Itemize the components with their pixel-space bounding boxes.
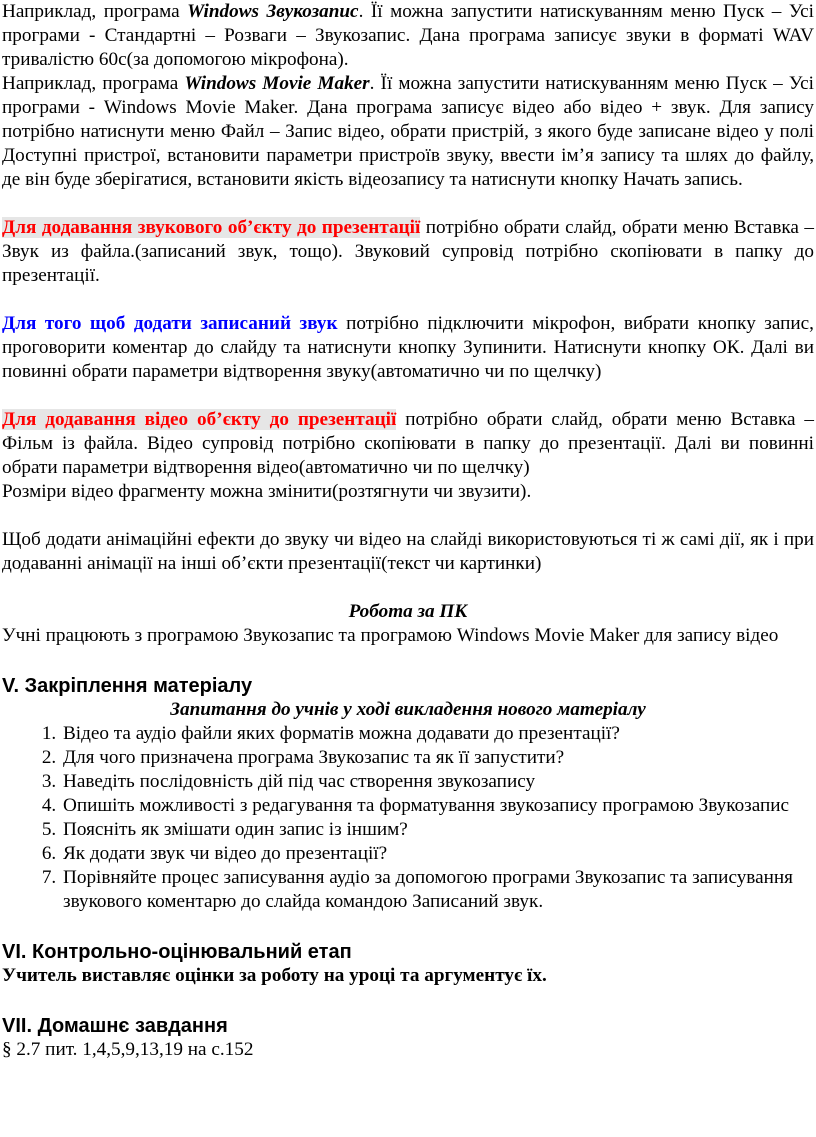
paragraph-animation: Щоб додати анімаційні ефекти до звуку чи відео на слайді використовуються ті ж самі дії, як і при додаванні анімації на інші об’єкти презентації(текст чи картинки): [2, 529, 814, 574]
list-item: 2. Для чого призначена програма Звукозапис та як її запустити?: [61, 746, 814, 770]
text-span: Наприклад, програма: [2, 73, 185, 94]
list-item: 6. Як додати звук чи відео до презентації?: [61, 842, 814, 866]
list-item: 3. Наведіть послідовність дій під час створення звукозапису: [61, 770, 814, 794]
section-sign: § 2.7: [2, 1039, 46, 1060]
paragraph-add-sound: [2, 216, 814, 288]
section-6-heading: VI. Контрольно-оцінювальний етап: [2, 941, 352, 963]
text-span: потрібно обрати слайд, обрати меню Вставка – Фільм із файла. Відео супровід потрібно скопіювати в папку до презентації. Далі ви повинні обрати параметри відтворення відео(автоматично чи по щелчку): [2, 409, 814, 478]
section-7-heading: VII. Домашнє завдання: [2, 1015, 228, 1037]
text-span: потрібно підключити мікрофон, вибрати кнопку запис, проговорити коментар до слайду та натиснути кнопку Зупинити. Натиснути кнопку ОК. Далі ви повинні обрати параметри відтворення звуку(автоматично чи по щелчку): [2, 313, 814, 382]
document-page: [2, 0, 814, 1062]
paragraph-grading: Учитель виставляє оцінки за роботу на уроці та аргументує їх.: [2, 965, 547, 986]
homework-line: [2, 1038, 814, 1062]
paragraph-add-video: [2, 408, 814, 480]
highlight-heading: Для додавання відео об’єкту до презентації: [2, 409, 397, 430]
paragraph-recorded-sound: [2, 312, 814, 384]
text-span: . Її можна запустити натискуванням меню Пуск – Усі програми - Стандартні – Розваги – Звукозапис. Дана програма записує звуки в форматі WAV тривалістю 60с(за допомогою мікрофона).: [2, 1, 814, 70]
paragraph-sound-recorder: [2, 0, 814, 72]
text-span: потрібно обрати слайд, обрати меню Вставка – Звук из файла.(записаний звук, тощо). Звуковий супровід потрібно скопіювати в папку до презентації.: [2, 217, 815, 286]
work-title: Робота за ПК: [348, 601, 468, 622]
section-5-heading: V. Закріплення матеріалу: [2, 675, 253, 697]
paragraph-movie-maker: [2, 72, 814, 192]
list-item: 1. Відео та аудіо файли яких форматів можна додавати до презентації?: [61, 722, 814, 746]
questions-subtitle: Запитання до учнів у ході викладення нового матеріалу: [170, 699, 646, 720]
text-span: Наприклад, програма: [2, 1, 188, 22]
list-item: 7. Порівняйте процес записування аудіо за допомогою програми Звукозапис та записування звукового коментарю до слайда командою Записаний звук.: [61, 866, 814, 914]
program-name: Windows Movie Maker: [184, 73, 370, 94]
highlight-heading: Для додавання звукового об’єкту до презентації: [2, 217, 421, 238]
list-item: 5. Поясніть як змішати один запис із іншим?: [61, 818, 814, 842]
text-span: . Її можна запустити натискуванням меню Пуск – Усі програми - Windows Movie Maker. Дана програма записує відео або відео + звук. Для запису потрібно натиснути меню Файл – Запис відео, обрати пристрій, з якого буде записане відео у полі Доступні пристрої, встановити параметри пристроїв звуку, ввести ім’я запису та шлях до файлу, де він буде зберігатися, встановити якість відеозапису та натиснути кнопку Начать запись.: [2, 73, 815, 190]
paragraph-pc-work: Учні працюють з програмою Звукозапис та програмою Windows Movie Maker для запису відео: [2, 625, 779, 646]
highlight-heading: Для того щоб додати записаний звук: [2, 313, 338, 334]
paragraph-resize-video: Розміри відео фрагменту можна змінити(розтягнути чи звузити).: [2, 481, 532, 502]
homework-text: пит. 1,4,5,9,13,19 на с.152: [45, 1039, 254, 1060]
program-name: Windows Звукозапис: [187, 1, 359, 22]
list-item: 4. Опишіть можливості з редагування та форматування звукозапису програмою Звукозапис: [61, 794, 814, 818]
questions-list: [2, 722, 814, 914]
